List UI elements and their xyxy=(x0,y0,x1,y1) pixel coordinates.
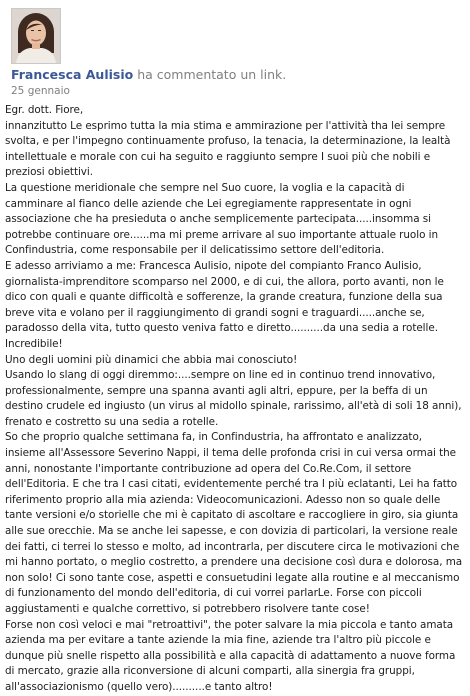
comment-paragraph: Usando lo slang di oggi diremmo:....sempre on line ed in continuo trend innovativo, professionalmente, sempre una spanna avanti agli altri, eppure, per la beffa di un destino crudele ed ingiusto (un virus al midollo spinale, rarissimo, all'età di soli 18 anni), frenato e costretto su una sedia a rotelle. xyxy=(5,369,462,428)
post-header xyxy=(11,67,461,98)
comment-paragraph: La questione meridionale che sempre nel Suo cuore, la voglia e la capacità di camminare al fianco delle aziende che Lei egregiamente rappresentate in ogni associazione che ha presieduta o anche semplicemente partecipata.....insomma si potrebbe continuare ore......ma mi preme arrivare al suo importante attuale ruolo in Confindustria, come responsabile per il delicatissimo settore dell'editoria. xyxy=(5,181,439,257)
comment-paragraph: E adesso arriviamo a me: Francesca Aulisio, nipote del compianto Franco Aulisio, giornalista-imprenditore scomparso nel 2000, e di cui, the allora, porto avanti, non le dico con quali e quante difficoltà e sofferenze, la grande creatura, funzione della sua breve vita e volano per il raggiungimento di grandi sogni e traguardi.....anche se, paradosso della vita, tutto questo veniva fatto e diretto..........da una sedia a rotelle. xyxy=(5,259,444,335)
comment-paragraph: innanzitutto Le esprimo tutta la mia stima e ammirazione per l'attività tha lei sempre svolta, e per l'impegno continuamente profuso, la tenacia, la determinazione, la lealtà intellettuale e morale con cui ha seguito e raggiunto sempre I suoi più che nobili e preziosi obiettivi. xyxy=(5,119,451,179)
comment-body xyxy=(5,103,464,696)
avatar[interactable] xyxy=(11,8,61,64)
post-timestamp[interactable]: 25 gennaio xyxy=(11,85,70,97)
profile-photo xyxy=(12,9,60,63)
comment-paragraph: Forse non così veloci e mai "retroattivi", the poter salvare la mia piccola e tanto amata azienda ma per evitare a tante aziende la mia fine, aziende tra l'altro più piccole e dunque più snelle rispetto alla possibilità e alla capacità di adattamento a nuove forma di mercato, grazie alla riconversione di alcuni comparti, alla sinergia fra gruppi, all'associazionismo (quello vero)..........e tanto altro! xyxy=(5,618,456,693)
author-line xyxy=(11,67,461,83)
comment-paragraph: Egr. dott. Fiore, xyxy=(5,104,84,116)
comment-paragraph: Uno degli uomini più dinamici che abbia mai conosciuto! xyxy=(5,353,298,366)
post-action-text: ha commentato un link. xyxy=(137,67,287,82)
comment-paragraph: Incredibile! xyxy=(5,337,63,350)
comment-paragraph: So che proprio qualche settimana fa, in Confindustria, ha affrontato e analizzato, insieme all'Assessore Severino Nappi, il tema delle profonda crisi in cui versa ormai the anni, nonostante l'importante contribuzione ad opera del Co.Re.Com, il settore dell'Editoria. E che tra I casi citati, evidentemente perché tra I più eclatanti, Lei ha fatto riferimento proprio alla mia azienda: Videocomunicazioni. Adesso non so quale delle tante versioni e/o storielle che mi è capitato di ascoltare e raccogliere in giro, sia giunta alle sue orecchie. Ma se anche lei sapesse, e con dovizia di particolari, la versione reale dei fatti, ci terrei lo stesso e molto, ad incontrarla, per discutere circa le motivazioni che mi hanno portato, o meglio costretto, a prendere una decisione così dura e dolorosa, ma non solo! Ci sono tante cose, aspetti e consuetudini legate alla routine e al meccanismo di funzionamento del mondo dell'editoria, di cui vorrei parlarLe. Forse con piccoli aggiustamenti e qualche correttivo, si potrebbero risolvere tante cose! xyxy=(5,431,463,615)
author-name-link[interactable]: Francesca Aulisio xyxy=(11,67,134,82)
